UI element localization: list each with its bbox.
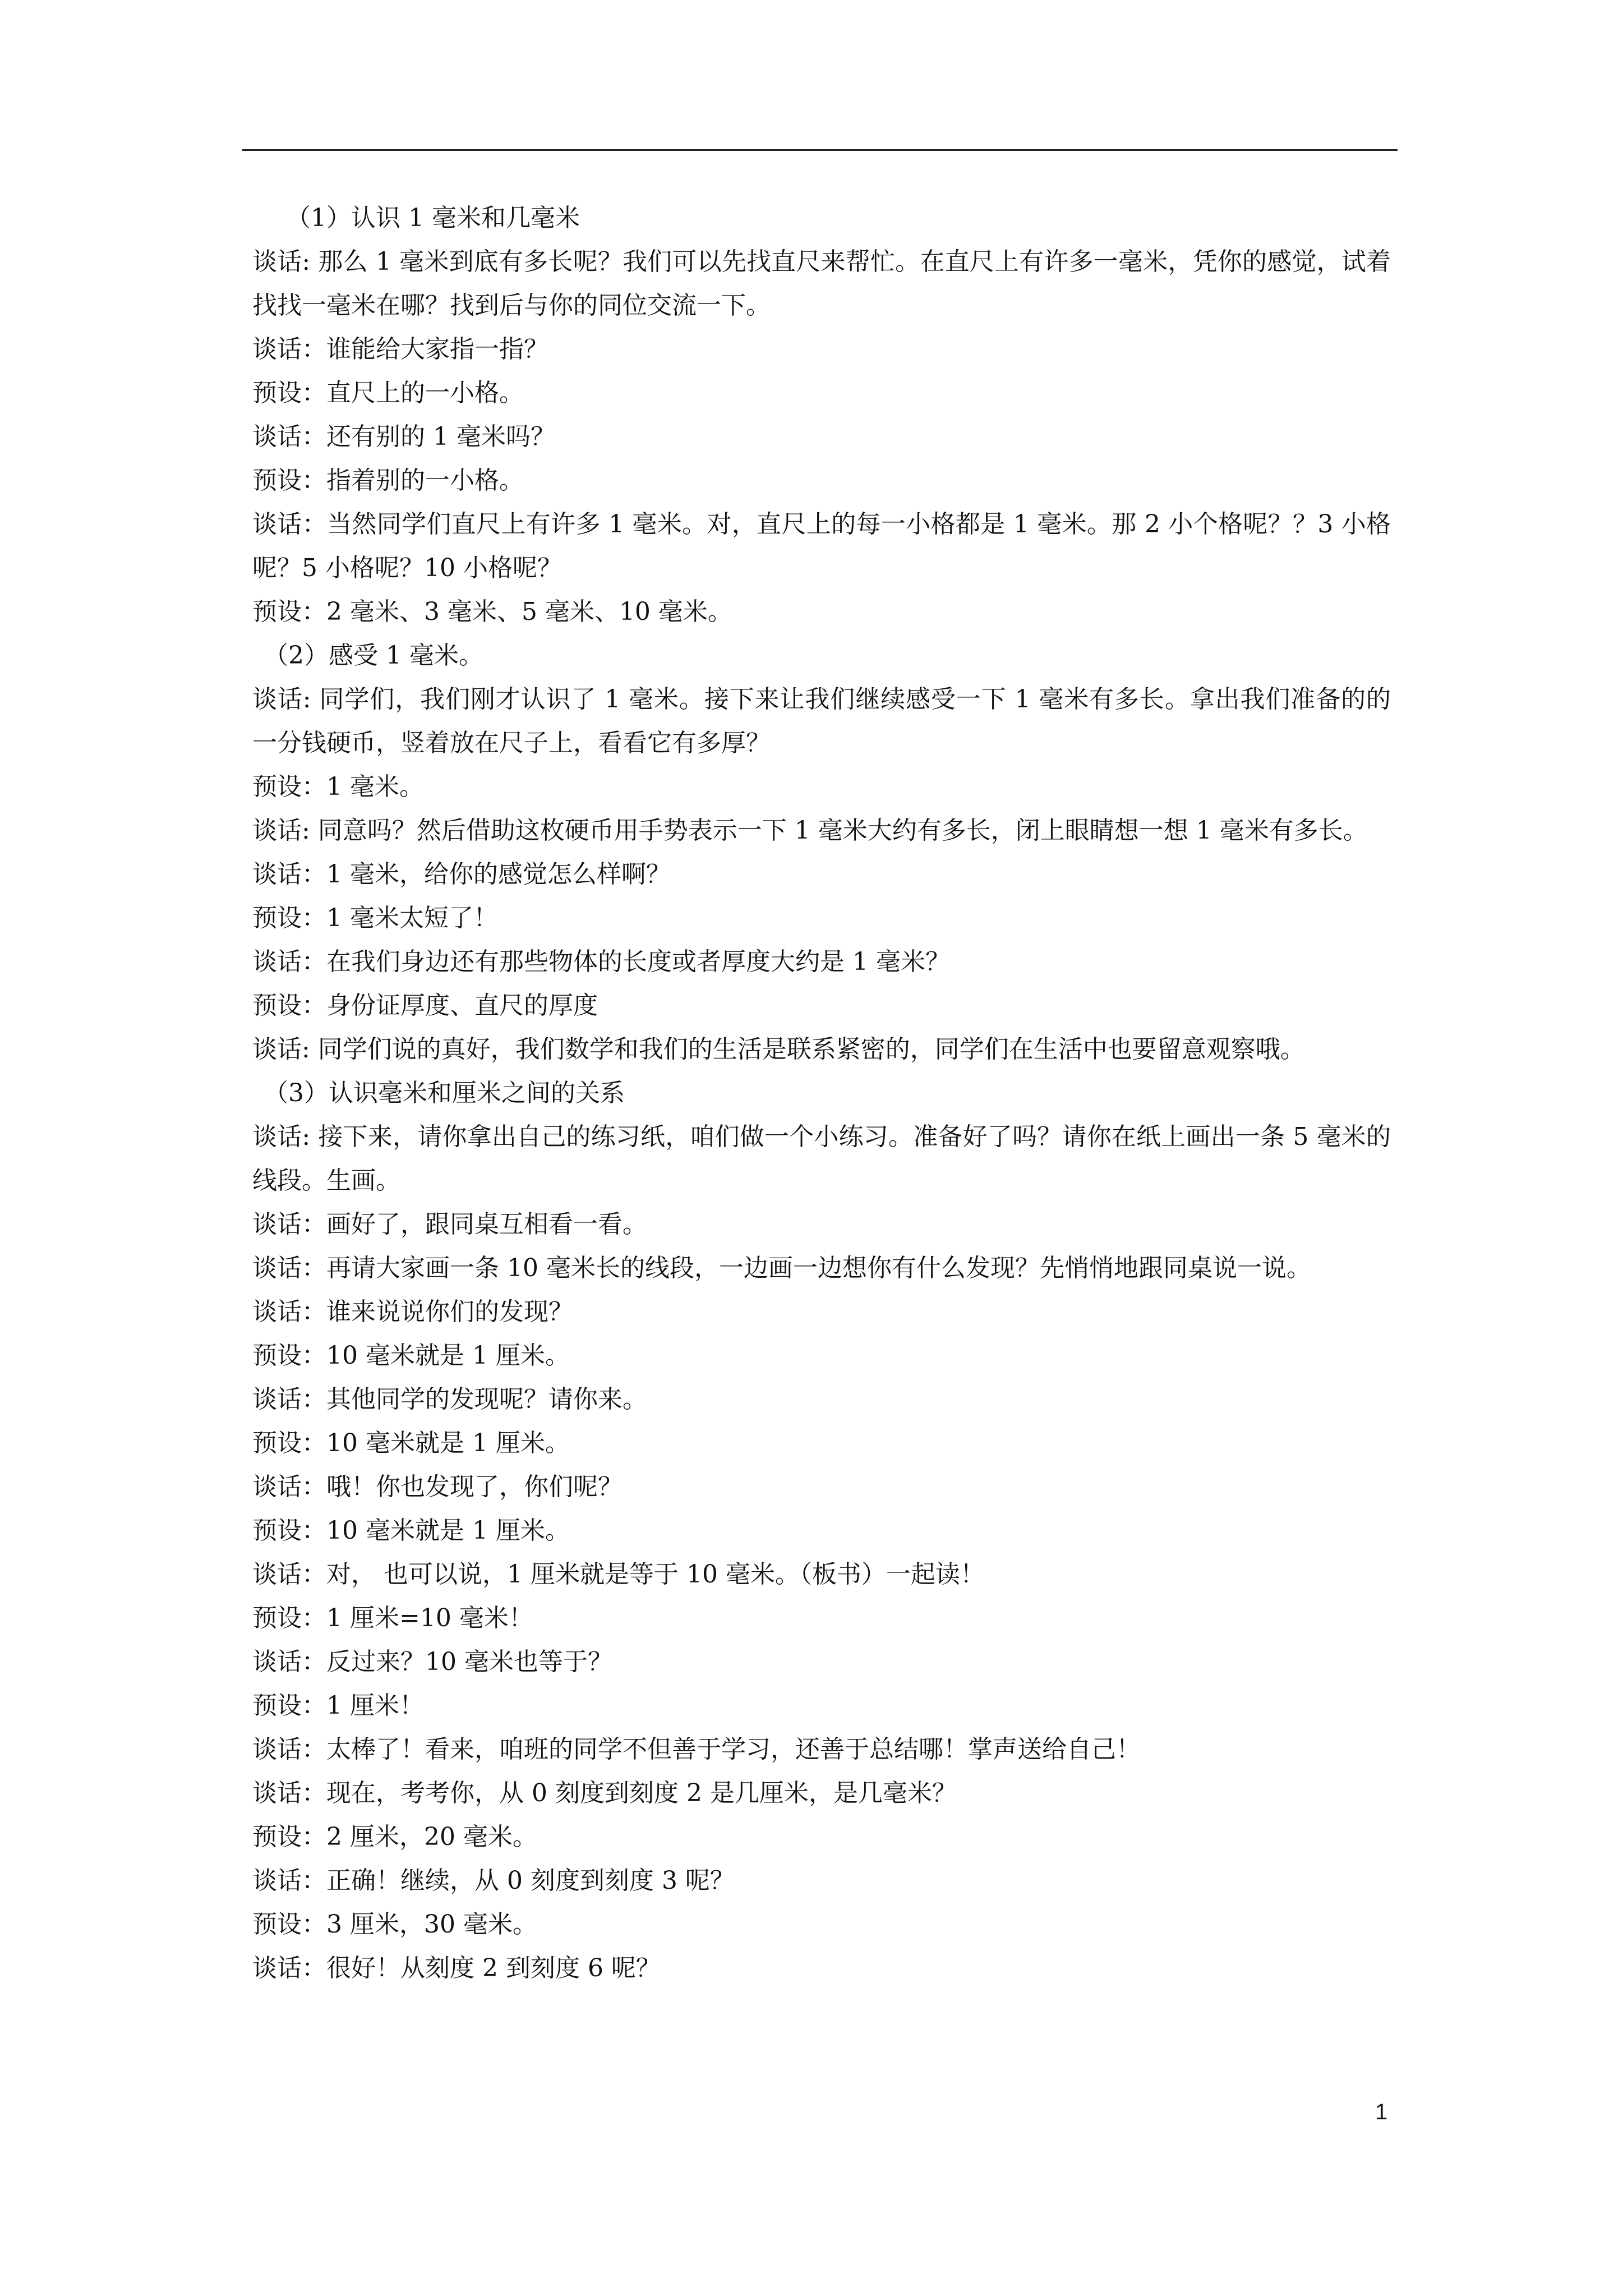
dialogue-line: 谈话：当然同学们直尺上有许多 1 毫米。对，直尺上的每一小格都是 1 毫米。那 2 小个格呢？？3 小格呢？5 小格呢？10 小格呢？ (252, 510, 1391, 582)
answer-line: 预设：10 毫米就是 1 厘米。 (252, 1429, 570, 1457)
page-number: 1 (1375, 2100, 1388, 2124)
answer-line: 预设：1 厘米！ (252, 1691, 424, 1720)
document-body (252, 196, 1391, 1990)
dialogue-line: 谈话: 同意吗？然后借助这枚硬币用手势表示一下 1 毫米大约有多长，闭上眼睛想一想 1 毫米有多长。 (252, 816, 1368, 845)
dialogue-line: 谈话：1 毫米，给你的感觉怎么样啊？ (252, 860, 671, 889)
answer-line: 预设：2 毫米、3 毫米、5 毫米、10 毫米。 (252, 597, 732, 626)
dialogue-line: 谈话: 同学们说的真好，我们数学和我们的生活是联系紧密的，同学们在生活中也要留意观察哦。 (252, 1035, 1305, 1064)
dialogue-line: 谈话：太棒了！看来，咱班的同学不但善于学习，还善于总结哪！掌声送给自己！ (252, 1735, 1141, 1764)
section-heading-2: （2）感受 1 毫米。 (264, 641, 483, 670)
answer-line: 预设：2 厘米，20 毫米。 (252, 1823, 537, 1851)
dialogue-line: 谈话：画好了，跟同桌互相看一看。 (252, 1210, 647, 1239)
dialogue-line: 谈话: 那么 1 毫米到底有多长呢？我们可以先找直尺来帮忙。在直尺上有许多一毫米，凭你的感觉，试着找找一毫米在哪？找到后与你的同位交流一下。 (252, 247, 1391, 320)
answer-line: 预设：3 厘米，30 毫米。 (252, 1910, 537, 1939)
dialogue-line: 谈话: 同学们，我们刚才认识了 1 毫米。接下来让我们继续感受一下 1 毫米有多长。拿出我们准备的的一分钱硬币，竖着放在尺子上，看看它有多厚？ (252, 685, 1391, 757)
dialogue-line: 谈话：正确！继续，从 0 刻度到刻度 3 呢？ (252, 1866, 735, 1895)
dialogue-line: 谈话：谁能给大家指一指？ (252, 335, 548, 364)
section-heading-3: （3）认识毫米和厘米之间的关系 (264, 1079, 625, 1107)
answer-line: 预设：身份证厚度、直尺的厚度 (252, 991, 598, 1020)
dialogue-line: 谈话：哦！你也发现了，你们呢？ (252, 1473, 623, 1501)
header-rule (242, 149, 1398, 151)
dialogue-line: 谈话: 接下来，请你拿出自己的练习纸，咱们做一个小练习。准备好了吗？请你在纸上画出一条 5 毫米的线段。生画。 (252, 1122, 1391, 1195)
answer-line: 预设：1 厘米=10 毫米！ (252, 1604, 533, 1632)
answer-line: 预设：1 毫米太短了！ (252, 904, 498, 932)
dialogue-line: 谈话：其他同学的发现呢？请你来。 (252, 1385, 647, 1414)
dialogue-line: 谈话：反过来？10 毫米也等于？ (252, 1648, 612, 1676)
dialogue-line: 谈话：还有别的 1 毫米吗？ (252, 422, 555, 451)
answer-line: 预设：10 毫米就是 1 厘米。 (252, 1341, 570, 1370)
dialogue-line: 谈话：再请大家画一条 10 毫米长的线段，一边画一边想你有什么发现？先悄悄地跟同桌说一说。 (252, 1254, 1311, 1282)
dialogue-line: 谈话：很好！从刻度 2 到刻度 6 呢？ (252, 1954, 661, 1982)
section-heading-1: （1）认识 1 毫米和几毫米 (286, 204, 580, 232)
answer-line: 预设：10 毫米就是 1 厘米。 (252, 1516, 570, 1545)
dialogue-line: 谈话：现在，考考你，从 0 刻度到刻度 2 是几厘米，是几毫米？ (252, 1779, 957, 1807)
dialogue-line: 谈话：对， 也可以说，1 厘米就是等于 10 毫米。（板书）一起读！ (252, 1560, 985, 1589)
answer-line: 预设：1 毫米。 (252, 772, 424, 801)
dialogue-line: 谈话：在我们身边还有那些物体的长度或者厚度大约是 1 毫米？ (252, 947, 950, 976)
dialogue-line: 谈话：谁来说说你们的发现？ (252, 1297, 573, 1326)
answer-line: 预设：直尺上的一小格。 (252, 379, 524, 407)
answer-line: 预设：指着别的一小格。 (252, 466, 524, 495)
